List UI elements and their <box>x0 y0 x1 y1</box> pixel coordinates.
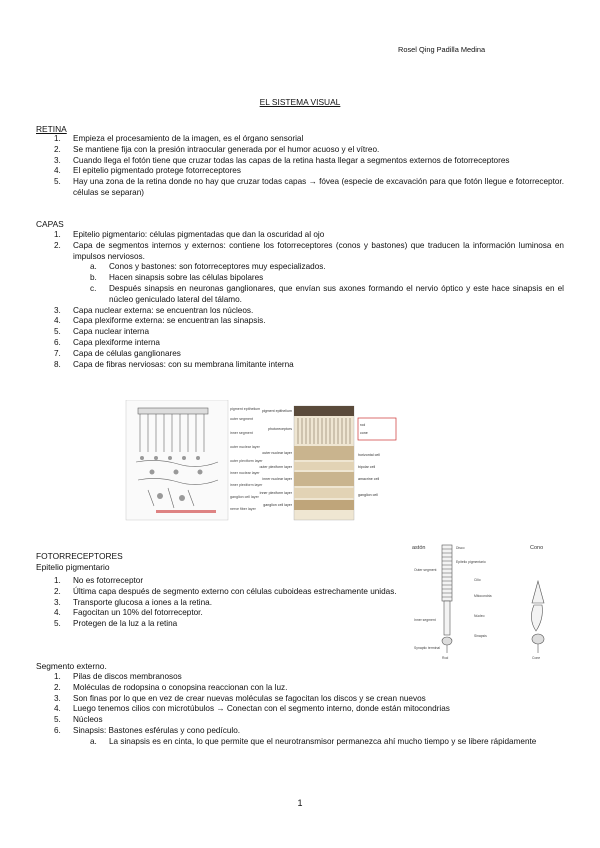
fig-title-rod: astón <box>412 545 426 551</box>
list-item <box>36 166 564 177</box>
list-item <box>36 683 564 694</box>
section-heading-segmento: Segmento externo. <box>36 661 107 671</box>
list-item <box>36 715 564 726</box>
fig-title-cone: Cono <box>530 545 544 551</box>
list-item-number: 2. <box>54 240 61 250</box>
list-item-number: 5. <box>54 327 61 337</box>
list-item-number: 3. <box>54 597 61 607</box>
retina-figure-mid-labels <box>259 409 292 507</box>
list-item-text: Conos y bastones: son fotorreceptores muy especializados. <box>109 262 326 272</box>
list-item-text: Núcleos <box>73 715 103 725</box>
list-item-text: Última capa después de segmento externo con células cuboideas estrechamente unidas. <box>73 586 397 596</box>
fig-label: bipolar cell <box>358 465 376 469</box>
list-item-text: Luego tenemos cilios con microtúbulos → Conectan con el segmento interno, donde están mitocondrias <box>73 704 450 714</box>
list-item-text: Después sinapsis en neuronas ganglionares, que envían sus axones formando el nervio óptico y este hace sinapsis en el núcleo geniculado lateral del tálamo. <box>109 283 564 304</box>
list-item-number: 5. <box>54 715 61 725</box>
fig-label: amacrine cell <box>358 477 380 481</box>
list-item <box>36 360 564 371</box>
list-item-text: Sinapsis: Bastones esférulas y cono pedículo. <box>73 725 241 735</box>
list-item-number: 3. <box>54 155 61 165</box>
fig-label: Epitelio pigmentario <box>456 560 486 564</box>
list-item <box>36 241 564 263</box>
fig-label: inner nuclear layer <box>262 477 292 481</box>
fotorreceptores-list <box>36 576 406 630</box>
fig-label: Inner segment <box>414 618 436 622</box>
list-item <box>36 704 564 715</box>
fig-label: inner plexiform layer <box>230 483 263 487</box>
list-item <box>36 327 564 338</box>
list-item-text: Hay una zona de la retina donde no hay que cruzar todas capas → fóvea (especie de excavación para que fotón llegue e fotorreceptor. células se separan) <box>73 177 564 197</box>
list-item <box>36 672 564 683</box>
list-item-text: Moléculas de rodopsina o conopsina reaccionan con la luz. <box>73 682 288 692</box>
list-item-text: Epitelio pigmentario: células pigmentadas que dan la oscuridad al ojo <box>73 230 325 239</box>
section-heading-retina: RETINA <box>36 124 67 134</box>
fig-label: ganglion cell layer <box>263 503 292 507</box>
list-item <box>36 737 564 748</box>
list-item <box>36 284 564 306</box>
fig-label: Mitocondria <box>474 594 492 598</box>
list-item <box>36 262 564 273</box>
fig-label: Synaptic terminal <box>414 646 441 650</box>
list-item-text: Capa nuclear externa: se encuentran los núcleos. <box>73 305 254 315</box>
list-item-text: Capa de segmentos internos y externos: contiene los fotorreceptores (conos y bastones) que traducen la información luminosa en impulsos nerviosos. <box>73 240 564 261</box>
list-item-number: 6. <box>54 725 61 735</box>
list-item-text: No es fotorreceptor <box>73 576 144 585</box>
list-item-number: 6. <box>54 337 61 347</box>
list-item <box>36 576 406 587</box>
retina-figure-left-labels <box>230 407 263 511</box>
fig-label: Cone <box>532 656 541 660</box>
list-item-text: La sinapsis es en cinta, lo que permite que el neurotransmisor permanezca ahí mucho tiempo y se libere rápidamente <box>109 736 537 746</box>
list-item-number: 4. <box>54 704 61 714</box>
list-item-text: El epitelio pigmentado protege fotorreceptores <box>73 166 241 176</box>
fig-label: inner plexiform layer <box>259 491 292 495</box>
list-item <box>36 273 564 284</box>
fig-label: outer nuclear layer <box>262 451 292 455</box>
list-item-number: 3. <box>54 305 61 315</box>
fig-label: Rod <box>442 656 449 660</box>
fig-label: Sinapsis <box>474 634 487 638</box>
fig-label: outer plexiform layer <box>259 465 292 469</box>
list-item-text: Se mantiene fija con la presión intraocular generada por el humor acuoso y el vítreo. <box>73 144 380 154</box>
list-item-text: Hacen sinapsis sobre las células bipolares <box>109 273 264 283</box>
author-name: Rosel Qing Padilla Medina <box>398 45 486 54</box>
list-item <box>36 598 406 609</box>
list-item-number: 1. <box>54 230 61 239</box>
list-item-number: a. <box>90 262 97 272</box>
list-item-number: 5. <box>54 177 61 187</box>
list-item <box>36 306 564 317</box>
list-item-text: Capa plexiforme externa: se encuentran las sinapsis. <box>73 316 266 326</box>
list-item-number: 2. <box>54 586 61 596</box>
section-heading-capas: CAPAS <box>36 219 64 229</box>
fig-label: Disco <box>456 546 465 550</box>
list-item <box>36 316 564 327</box>
retina-layers-figure <box>118 400 410 532</box>
fig-label: outer nuclear layer <box>230 445 260 449</box>
list-item-text: Capa nuclear interna <box>73 327 150 337</box>
list-item <box>36 177 564 199</box>
fig-label: outer segment <box>230 417 253 421</box>
list-item-number: 8. <box>54 359 61 369</box>
list-item-number: 4. <box>54 316 61 326</box>
list-item <box>36 619 406 630</box>
list-item-text: Capa de fibras nerviosas: con su membrana limitante interna <box>73 359 294 369</box>
fig-label: photoreceptors <box>268 427 292 431</box>
list-item-number: c. <box>90 283 97 293</box>
list-item-text: Cuando llega el fotón tiene que cruzar todas las capas de la retina hasta llegar a segmentos externos de fotorreceptores <box>73 155 510 165</box>
list-item-text: Transporte glucosa a iones a la retina. <box>73 597 212 607</box>
fig-label: ganglion cell layer <box>230 495 259 499</box>
list-item-text: Capa plexiforme interna <box>73 337 160 347</box>
list-item <box>36 608 406 619</box>
page-number: 1 <box>297 798 303 808</box>
fig-label: inner nuclear layer <box>230 471 260 475</box>
list-item <box>36 230 564 241</box>
fig-label: Cilio <box>474 578 481 582</box>
list-item <box>36 156 564 167</box>
list-item-number: 2. <box>54 682 61 692</box>
list-item-text: Pilas de discos membranosos <box>73 672 182 681</box>
list-item-number: 7. <box>54 348 61 358</box>
document-title: EL SISTEMA VISUAL <box>259 97 341 107</box>
section-heading-fotorreceptores: FOTORRECEPTORES <box>36 551 123 561</box>
segmento-list <box>36 672 564 748</box>
fig-label: Outer segment <box>414 568 437 572</box>
list-item-number: 1. <box>54 576 61 585</box>
rod-cone-figure <box>412 541 564 661</box>
capas-list <box>36 230 564 370</box>
fig-label: Núcleo <box>474 614 485 618</box>
list-item-number: 3. <box>54 693 61 703</box>
fig-label: cone <box>360 431 368 435</box>
fig-label: rod <box>360 423 366 427</box>
fig-label: ganglion cell <box>358 493 378 497</box>
list-item <box>36 349 564 360</box>
list-item-number: 2. <box>54 144 61 154</box>
list-item <box>36 134 564 145</box>
retina-figure-right-labels <box>358 423 380 497</box>
list-item-number: 1. <box>54 134 61 143</box>
list-item-number: 4. <box>54 166 61 176</box>
list-item-text: Protegen de la luz a la retina <box>73 619 178 629</box>
list-item-text: Capa de células ganglionares <box>73 348 181 358</box>
fig-label: pigment epithelium <box>230 407 261 411</box>
fig-label: outer plexiform layer <box>230 459 263 463</box>
list-item <box>36 145 564 156</box>
fig-label: pigment epithelium <box>261 409 292 413</box>
list-item-number: 1. <box>54 672 61 681</box>
list-item <box>36 694 564 705</box>
list-item-number: 5. <box>54 619 61 629</box>
fig-label: inner segment <box>230 431 253 435</box>
retina-list <box>36 134 564 199</box>
list-item-text: Empieza el procesamiento de la imagen, es el órgano sensorial <box>73 134 304 143</box>
list-item-number: 4. <box>54 608 61 618</box>
fig-label: nerve fiber layer <box>230 507 256 511</box>
list-item <box>36 587 406 598</box>
list-item-number: a. <box>90 736 97 746</box>
fig-label: horizontal cell <box>358 453 380 457</box>
list-item <box>36 338 564 349</box>
list-item-number: b. <box>90 273 97 283</box>
list-item-text: Son finas por lo que en vez de crear nuevas moléculas se fagocitan los discos y se crean nuevos <box>73 693 426 703</box>
list-item-text: Fagocitan un 10% del fotorreceptor. <box>73 608 203 618</box>
subheading-epitelio: Epitelio pigmentario <box>36 562 110 572</box>
list-item <box>36 726 564 737</box>
